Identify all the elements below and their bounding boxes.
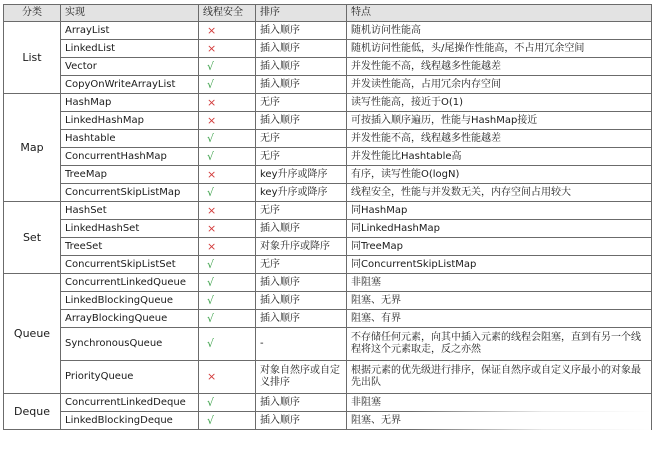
not-thread-safe-cross-icon: × bbox=[199, 112, 256, 130]
implementation-cell: LinkedList bbox=[61, 40, 199, 58]
features-cell: 阻塞、无界 bbox=[347, 292, 652, 310]
thread-safe-check-icon: √ bbox=[199, 412, 256, 430]
ordering-cell: 插入顺序 bbox=[256, 22, 347, 40]
features-cell: 同HashMap bbox=[347, 202, 652, 220]
ordering-cell: 插入顺序 bbox=[256, 76, 347, 94]
features-cell: 并发性能不高，线程越多性能越差 bbox=[347, 58, 652, 76]
ordering-cell: 无序 bbox=[256, 256, 347, 274]
ordering-cell: 插入顺序 bbox=[256, 292, 347, 310]
implementation-cell: ConcurrentLinkedQueue bbox=[61, 274, 199, 292]
table-row bbox=[4, 40, 652, 58]
thread-safe-check-icon: √ bbox=[199, 256, 256, 274]
implementation-cell: ArrayBlockingQueue bbox=[61, 310, 199, 328]
features-cell: 并发性能不高，线程越多性能越差 bbox=[347, 130, 652, 148]
not-thread-safe-cross-icon: × bbox=[199, 220, 256, 238]
ordering-cell: 无序 bbox=[256, 202, 347, 220]
not-thread-safe-cross-icon: × bbox=[199, 361, 256, 394]
table-row bbox=[4, 76, 652, 94]
ordering-cell: 插入顺序 bbox=[256, 412, 347, 430]
table-row bbox=[4, 130, 652, 148]
thread-safe-check-icon: √ bbox=[199, 184, 256, 202]
category-cell: List bbox=[4, 22, 61, 94]
thread-safe-check-icon: √ bbox=[199, 76, 256, 94]
ordering-cell: 对象自然序或自定义排序 bbox=[256, 361, 347, 394]
implementation-cell: ConcurrentHashMap bbox=[61, 148, 199, 166]
not-thread-safe-cross-icon: × bbox=[199, 166, 256, 184]
ordering-cell: 无序 bbox=[256, 148, 347, 166]
not-thread-safe-cross-icon: × bbox=[199, 202, 256, 220]
collection-table-container bbox=[3, 4, 651, 430]
collection-comparison-table bbox=[3, 4, 652, 430]
category-cell: Map bbox=[4, 94, 61, 202]
implementation-cell: SynchronousQueue bbox=[61, 328, 199, 361]
category-cell: Deque bbox=[4, 394, 61, 430]
category-cell: Set bbox=[4, 202, 61, 274]
implementation-cell: ConcurrentSkipListMap bbox=[61, 184, 199, 202]
implementation-cell: CopyOnWriteArrayList bbox=[61, 76, 199, 94]
ordering-cell: - bbox=[256, 328, 347, 361]
features-cell: 非阻塞 bbox=[347, 394, 652, 412]
not-thread-safe-cross-icon: × bbox=[199, 40, 256, 58]
ordering-cell: 插入顺序 bbox=[256, 310, 347, 328]
features-cell: 同ConcurrentSkipListMap bbox=[347, 256, 652, 274]
table-row bbox=[4, 274, 652, 292]
implementation-cell: LinkedHashSet bbox=[61, 220, 199, 238]
implementation-cell: LinkedBlockingDeque bbox=[61, 412, 199, 430]
features-cell: 可按插入顺序遍历，性能与HashMap接近 bbox=[347, 112, 652, 130]
ordering-cell: 插入顺序 bbox=[256, 58, 347, 76]
not-thread-safe-cross-icon: × bbox=[199, 238, 256, 256]
thread-safe-check-icon: √ bbox=[199, 292, 256, 310]
header-category: 分类 bbox=[4, 5, 61, 22]
table-row bbox=[4, 166, 652, 184]
not-thread-safe-cross-icon: × bbox=[199, 22, 256, 40]
ordering-cell: key升序或降序 bbox=[256, 166, 347, 184]
implementation-cell: ConcurrentLinkedDeque bbox=[61, 394, 199, 412]
table-row bbox=[4, 58, 652, 76]
table-row bbox=[4, 112, 652, 130]
table-row bbox=[4, 361, 652, 394]
implementation-cell: ConcurrentSkipListSet bbox=[61, 256, 199, 274]
header-features: 特点 bbox=[347, 5, 652, 22]
header-ordering: 排序 bbox=[256, 5, 347, 22]
thread-safe-check-icon: √ bbox=[199, 148, 256, 166]
ordering-cell: 无序 bbox=[256, 130, 347, 148]
implementation-cell: ArrayList bbox=[61, 22, 199, 40]
table-body bbox=[4, 22, 652, 430]
table-row bbox=[4, 202, 652, 220]
not-thread-safe-cross-icon: × bbox=[199, 94, 256, 112]
implementation-cell: PriorityQueue bbox=[61, 361, 199, 394]
features-cell: 读写性能高，接近于O(1) bbox=[347, 94, 652, 112]
ordering-cell: key升序或降序 bbox=[256, 184, 347, 202]
table-row bbox=[4, 22, 652, 40]
features-cell: 阻塞、有界 bbox=[347, 310, 652, 328]
ordering-cell: 插入顺序 bbox=[256, 40, 347, 58]
thread-safe-check-icon: √ bbox=[199, 58, 256, 76]
implementation-cell: LinkedBlockingQueue bbox=[61, 292, 199, 310]
table-row bbox=[4, 310, 652, 328]
features-cell: 并发性能比Hashtable高 bbox=[347, 148, 652, 166]
thread-safe-check-icon: √ bbox=[199, 310, 256, 328]
features-cell: 随机访问性能低，头/尾操作性能高，不占用冗余空间 bbox=[347, 40, 652, 58]
implementation-cell: LinkedHashMap bbox=[61, 112, 199, 130]
table-row bbox=[4, 394, 652, 412]
table-row bbox=[4, 184, 652, 202]
ordering-cell: 插入顺序 bbox=[256, 112, 347, 130]
table-row bbox=[4, 412, 652, 430]
thread-safe-check-icon: √ bbox=[199, 394, 256, 412]
implementation-cell: HashMap bbox=[61, 94, 199, 112]
thread-safe-check-icon: √ bbox=[199, 274, 256, 292]
thread-safe-check-icon: √ bbox=[199, 130, 256, 148]
features-cell: 阻塞、无界 bbox=[347, 412, 652, 430]
features-cell: 有序，读写性能O(logN) bbox=[347, 166, 652, 184]
header-thread-safe: 线程安全 bbox=[199, 5, 256, 22]
table-row bbox=[4, 328, 652, 361]
table-row bbox=[4, 220, 652, 238]
implementation-cell: TreeMap bbox=[61, 166, 199, 184]
ordering-cell: 无序 bbox=[256, 94, 347, 112]
table-row bbox=[4, 256, 652, 274]
thread-safe-check-icon: √ bbox=[199, 328, 256, 361]
features-cell: 根据元素的优先级进行排序，保证自然序或自定义序最小的对象最先出队 bbox=[347, 361, 652, 394]
features-cell: 并发读性能高，占用冗余内存空间 bbox=[347, 76, 652, 94]
table-row bbox=[4, 292, 652, 310]
header-implementation: 实现 bbox=[61, 5, 199, 22]
features-cell: 同TreeMap bbox=[347, 238, 652, 256]
table-row bbox=[4, 94, 652, 112]
table-row bbox=[4, 148, 652, 166]
ordering-cell: 插入顺序 bbox=[256, 220, 347, 238]
features-cell: 同LinkedHashMap bbox=[347, 220, 652, 238]
implementation-cell: TreeSet bbox=[61, 238, 199, 256]
ordering-cell: 插入顺序 bbox=[256, 274, 347, 292]
implementation-cell: Vector bbox=[61, 58, 199, 76]
features-cell: 不存储任何元素，向其中插入元素的线程会阻塞，直到有另一个线程将这个元素取走，反之亦然 bbox=[347, 328, 652, 361]
features-cell: 线程安全，性能与并发数无关，内存空间占用较大 bbox=[347, 184, 652, 202]
ordering-cell: 插入顺序 bbox=[256, 394, 347, 412]
implementation-cell: HashSet bbox=[61, 202, 199, 220]
features-cell: 非阻塞 bbox=[347, 274, 652, 292]
category-cell: Queue bbox=[4, 274, 61, 394]
implementation-cell: Hashtable bbox=[61, 130, 199, 148]
ordering-cell: 对象升序或降序 bbox=[256, 238, 347, 256]
table-row bbox=[4, 238, 652, 256]
features-cell: 随机访问性能高 bbox=[347, 22, 652, 40]
table-header-row bbox=[4, 5, 652, 22]
